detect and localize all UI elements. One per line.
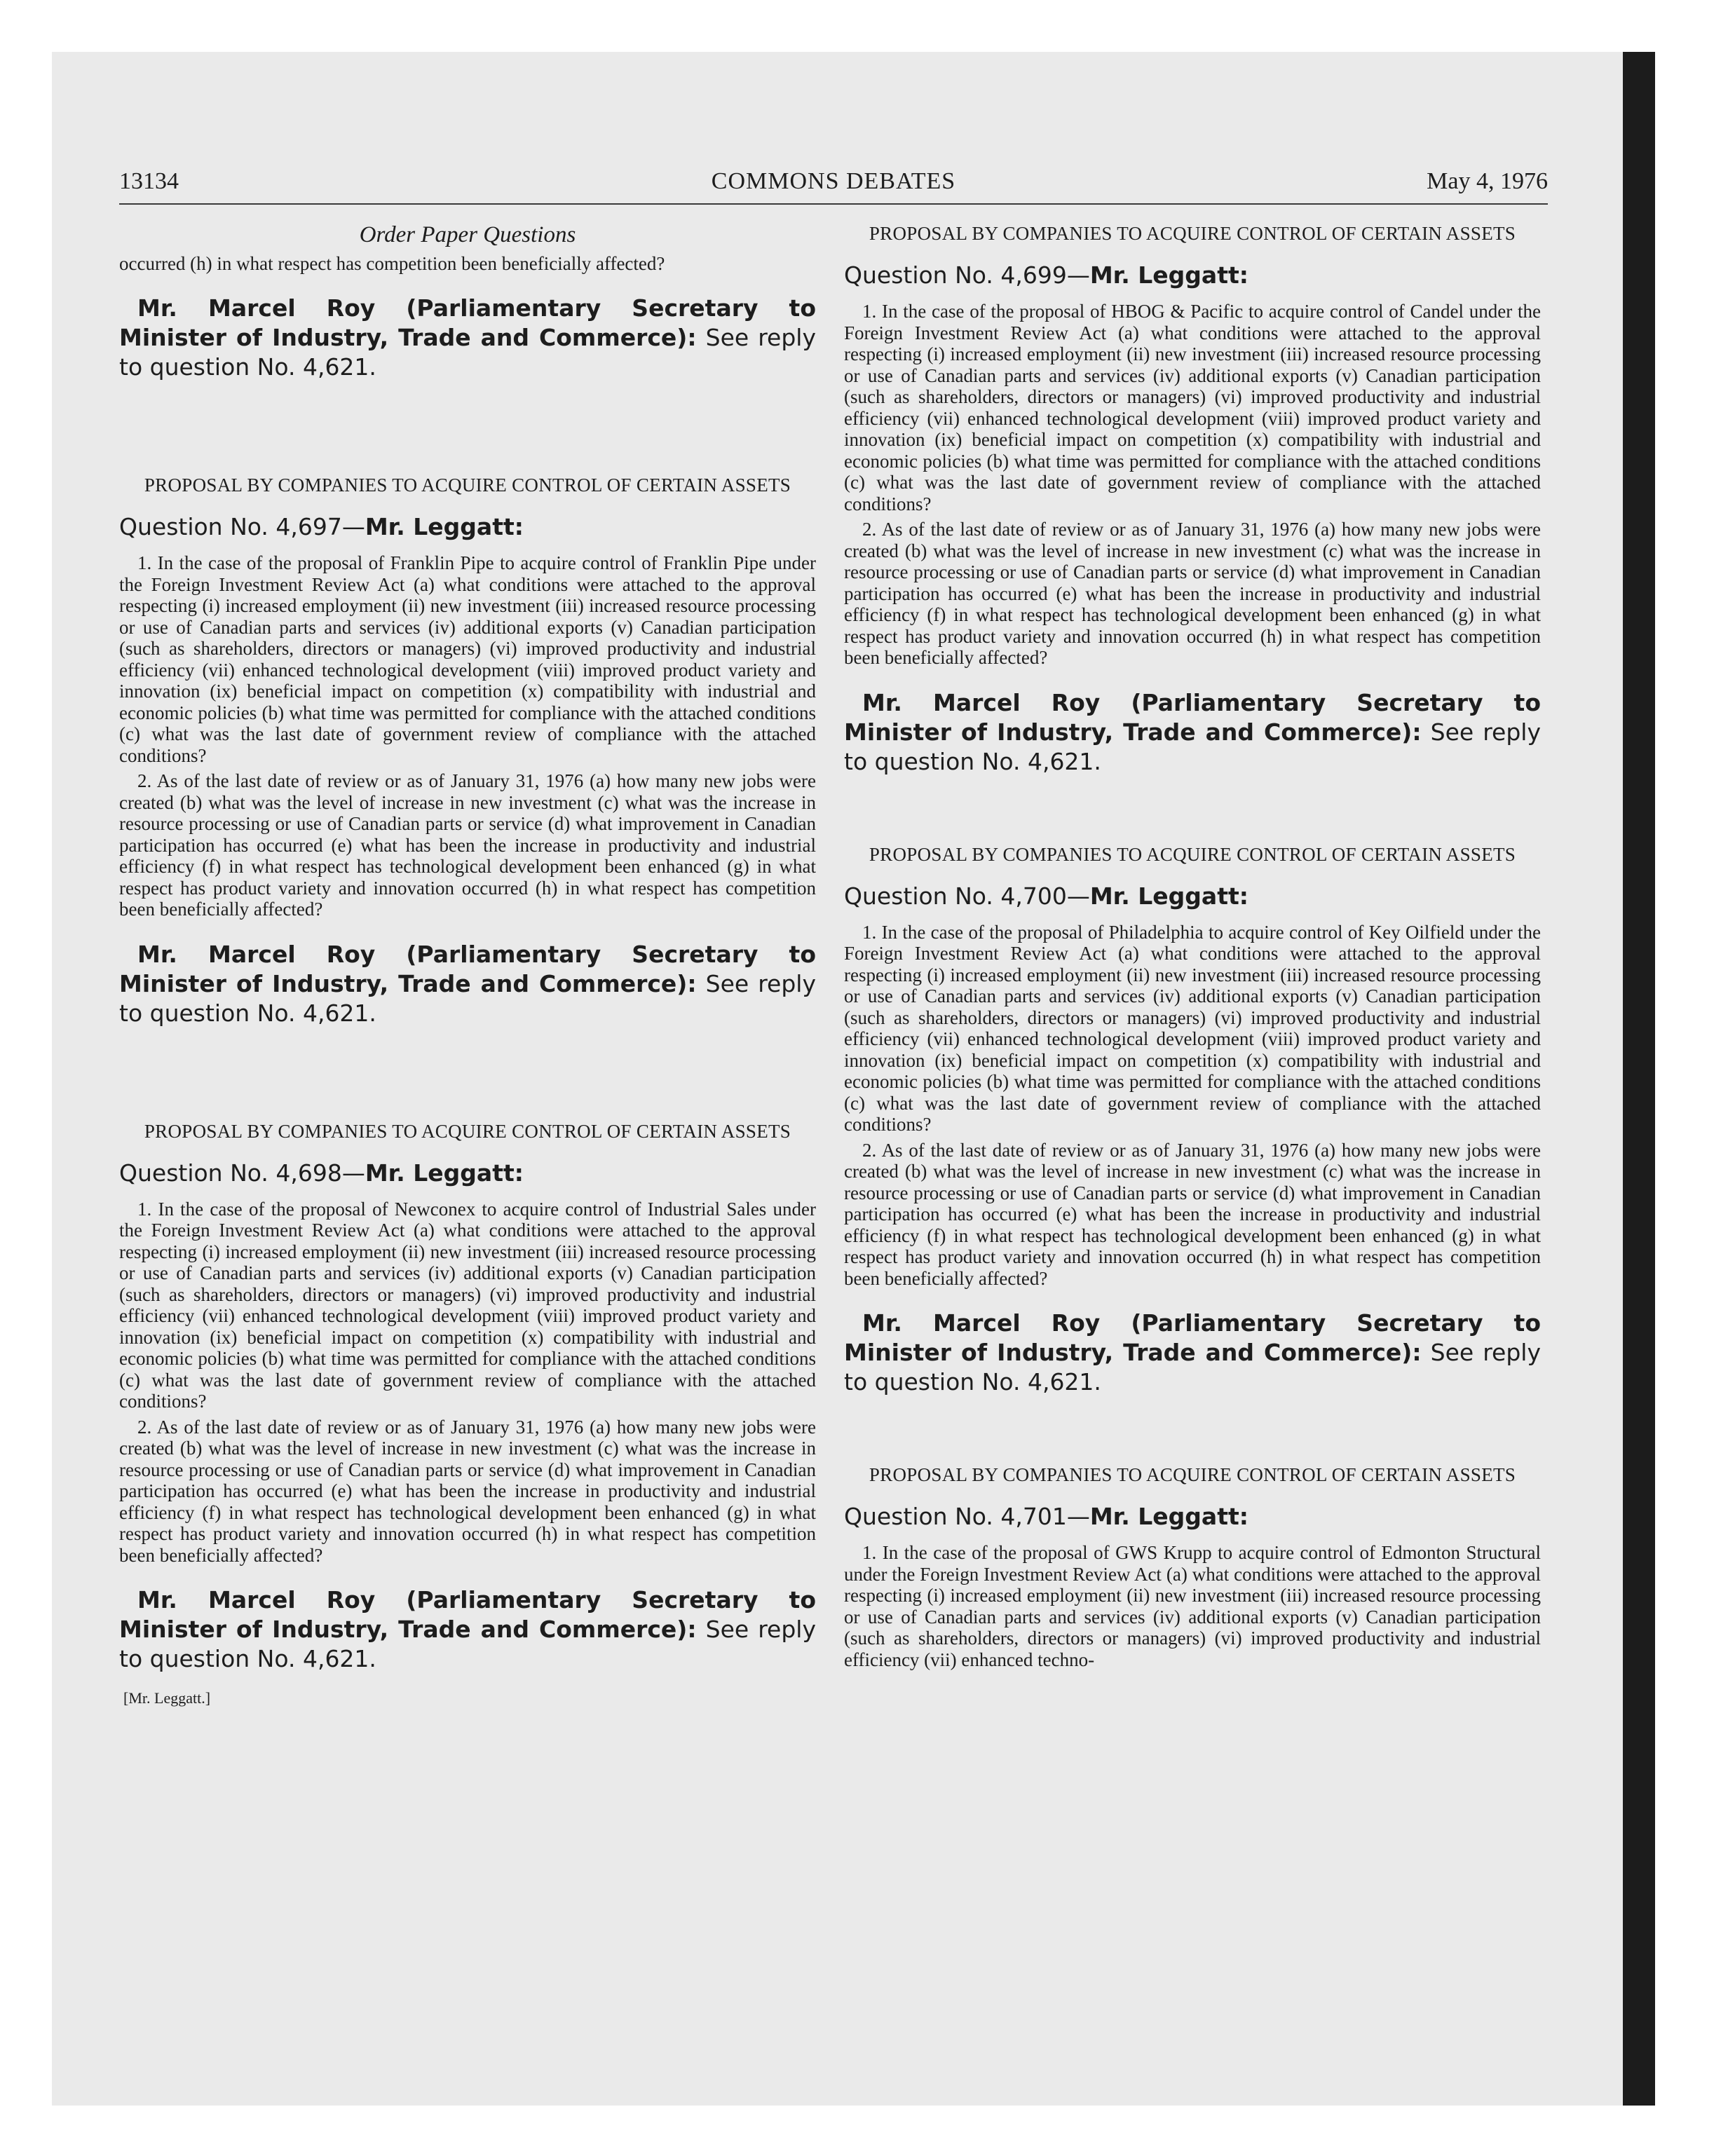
question-part-2: 2. As of the last date of review or as of January 31, 1976 (a) how many new jobs were created (b) what was the level of increase in new investment (c) what was the increase in resource processing or use of Canadian parts or service (d) what improvement in Canadian participation has occurred (e) what has been the increase in productivity and industrial efficiency (f) in what respect has technological development been enhanced (g) in what respect has product variety and innovation occurred (h) in what respect has competition been beneficially affected?	[844, 519, 1541, 668]
reply-text: See reply to question No. 4,621.	[119, 324, 816, 381]
question-asker: Mr. Leggatt:	[1089, 882, 1248, 910]
question-asker: Mr. Leggatt:	[365, 513, 524, 540]
reply	[844, 1309, 1541, 1397]
reply	[119, 294, 816, 382]
question-title	[844, 1503, 1541, 1531]
question-title	[119, 513, 816, 541]
reply-speaker: Mr. Marcel Roy (Parliamentary Secretary to Minister of Industry, Trade and Commerce):	[119, 1586, 816, 1643]
reply-text: See reply to question No. 4,621.	[119, 1616, 816, 1672]
reply	[119, 940, 816, 1028]
section-heading: PROPOSAL BY COMPANIES TO ACQUIRE CONTROL OF CERTAIN ASSETS	[144, 1120, 791, 1142]
right-column	[844, 223, 1541, 1670]
page-number: 13134	[119, 168, 179, 194]
reply-text: See reply to question No. 4,621.	[844, 1339, 1541, 1396]
reply-text: See reply to question No. 4,621.	[119, 969, 816, 1027]
question-asker: Mr. Leggatt:	[1089, 1503, 1248, 1530]
section-heading: PROPOSAL BY COMPANIES TO ACQUIRE CONTROL OF CERTAIN ASSETS	[869, 223, 1516, 244]
question-part-1: 1. In the case of the proposal of HBOG & Pacific to acquire control of Candel under the Foreign Investment Review Act (a) what conditions were attached to the approval respecting (i) increased employment (ii) new investment (iii) increased resource processing or use of Canadian parts and services (iv) additional exports (v) Canadian participation (such as shareholders, directors or managers) (vi) improved productivity and industrial efficiency (vii) enhanced technological development (viii) improved product variety and innovation (ix) beneficial impact on competition (x) compatibility with industrial and economic policies (b) what time was permitted for compliance with the attached conditions (c) what was the last date of government review of compliance with the attached conditions?	[844, 301, 1541, 514]
scan-edge-bar	[1623, 52, 1655, 2106]
question-part-2: 2. As of the last date of review or as of January 31, 1976 (a) how many new jobs were created (b) what was the level of increase in new investment (c) what was the increase in resource processing or use of Canadian parts or service (d) what improvement in Canadian participation has occurred (e) what has been the increase in productivity and industrial efficiency (f) in what respect has technological development been enhanced (g) in what respect has product variety and innovation occurred (h) in what respect has competition been beneficially affected?	[844, 1139, 1541, 1289]
reply	[844, 688, 1541, 777]
question-label: Question No. 4,701—	[844, 1503, 1090, 1530]
speaker-footer-tag: [Mr. Leggatt.]	[123, 1689, 211, 1707]
question-part-1: 1. In the case of the proposal of Newconex to acquire control of Industrial Sales under the Foreign Investment Review Act (a) what conditions were attached to the approval respecting (i) increased employment (ii) new investment (iii) increased resource processing or use of Canadian parts and services (iv) additional exports (v) Canadian participation (such as shareholders, directors or managers) (vi) improved productivity and industrial efficiency (vii) enhanced technological development (viii) improved product variety and innovation (ix) beneficial impact on competition (x) compatibility with industrial and economic policies (b) what time was permitted for compliance with the attached conditions (c) what was the last date of government review of compliance with the attached conditions?	[119, 1198, 816, 1412]
question-asker: Mr. Leggatt:	[365, 1159, 524, 1187]
question-part-1: 1. In the case of the proposal of GWS Krupp to acquire control of Edmonton Structural under the Foreign Investment Review Act (a) what conditions were attached to the approval respecting (i) increased employment (ii) new investment (iii) increased resource processing or use of Canadian parts and services (iv) additional exports (v) Canadian participation (such as shareholders, directors or managers) (vi) improved productivity and industrial efficiency (vii) enhanced techno-	[844, 1542, 1541, 1670]
reply-speaker: Mr. Marcel Roy (Parliamentary Secretary to Minister of Industry, Trade and Commerce):	[119, 940, 816, 997]
question-label: Question No. 4,699—	[844, 261, 1090, 289]
question-label: Question No. 4,698—	[119, 1159, 365, 1187]
section-heading: PROPOSAL BY COMPANIES TO ACQUIRE CONTROL OF CERTAIN ASSETS	[869, 843, 1516, 865]
question-part-1: 1. In the case of the proposal of Philadelphia to acquire control of Key Oilfield under the Foreign Investment Review Act (a) what conditions were attached to the approval respecting (i) increased employment (ii) new investment (iii) increased resource processing or use of Canadian parts and services (iv) additional exports (v) Canadian participation (such as shareholders, directors or managers) (vi) improved productivity and industrial efficiency (vii) enhanced technological development (viii) improved product variety and innovation (ix) beneficial impact on competition (x) compatibility with industrial and economic policies (b) what time was permitted for compliance with the attached conditions (c) what was the last date of government review of compliance with the attached conditions?	[844, 921, 1541, 1135]
question-title	[844, 261, 1541, 289]
question-label: Question No. 4,700—	[844, 882, 1090, 910]
question-title	[119, 1159, 816, 1187]
question-label: Question No. 4,697—	[119, 513, 365, 540]
question-title	[844, 882, 1541, 910]
question-part-2: 2. As of the last date of review or as of January 31, 1976 (a) how many new jobs were created (b) what was the level of increase in new investment (c) what was the increase in resource processing or use of Canadian parts or service (d) what improvement in Canadian participation has occurred (e) what has been the increase in productivity and industrial efficiency (f) in what respect has technological development been enhanced (g) in what respect has product variety and innovation occurred (h) in what respect has competition been beneficially affected?	[119, 1416, 816, 1566]
reply-text: See reply to question No. 4,621.	[844, 718, 1541, 775]
reply-speaker: Mr. Marcel Roy (Parliamentary Secretary to Minister of Industry, Trade and Commerce):	[844, 1309, 1541, 1366]
carry-over-text: occurred (h) in what respect has competition been beneficially affected?	[119, 252, 665, 274]
question-part-2: 2. As of the last date of review or as of January 31, 1976 (a) how many new jobs were created (b) what was the level of increase in new investment (c) what was the increase in resource processing or use of Canadian parts or service (d) what improvement in Canadian participation has occurred (e) what has been the increase in productivity and industrial efficiency (f) in what respect has technological development been enhanced (g) in what respect has product variety and innovation occurred (h) in what respect has competition been beneficially affected?	[119, 770, 816, 920]
reply-speaker: Mr. Marcel Roy (Parliamentary Secretary to Minister of Industry, Trade and Commerce):	[119, 294, 816, 351]
publication-title: COMMONS DEBATES	[711, 168, 956, 194]
issue-date: May 4, 1976	[1427, 168, 1548, 194]
section-heading: PROPOSAL BY COMPANIES TO ACQUIRE CONTROL OF CERTAIN ASSETS	[869, 1464, 1516, 1485]
question-part-1: 1. In the case of the proposal of Franklin Pipe to acquire control of Franklin Pipe under the Foreign Investment Review Act (a) what conditions were attached to the approval respecting (i) increased employment (ii) new investment (iii) increased resource processing or use of Canadian parts and services (iv) additional exports (v) Canadian participation (such as shareholders, directors or managers) (vi) improved productivity and industrial efficiency (vii) enhanced technological development (viii) improved product variety and innovation (ix) beneficial impact on competition (x) compatibility with industrial and economic policies (b) what time was permitted for compliance with the attached conditions (c) what was the last date of government review of compliance with the attached conditions?	[119, 552, 816, 766]
section-subheader: Order Paper Questions	[359, 222, 576, 247]
question-asker: Mr. Leggatt:	[1089, 261, 1248, 289]
page-header	[119, 163, 1548, 205]
left-column	[119, 223, 816, 1710]
section-heading: PROPOSAL BY COMPANIES TO ACQUIRE CONTROL OF CERTAIN ASSETS	[144, 475, 791, 496]
reply-speaker: Mr. Marcel Roy (Parliamentary Secretary to Minister of Industry, Trade and Commerce):	[844, 688, 1541, 746]
reply	[119, 1585, 816, 1674]
